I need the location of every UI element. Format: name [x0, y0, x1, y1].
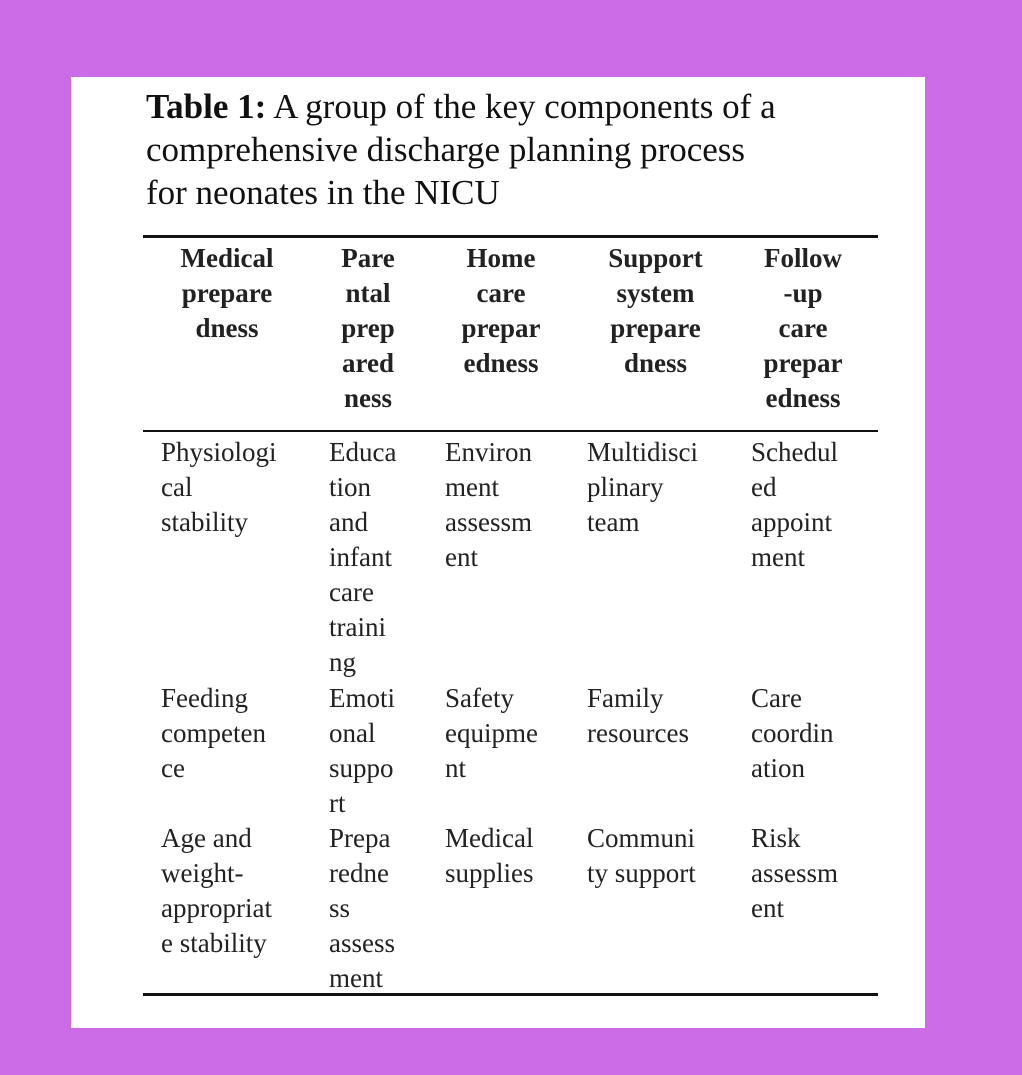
document-page — [71, 77, 925, 1028]
table-cell: Risk assessm ent — [751, 823, 838, 923]
table-caption — [146, 85, 886, 214]
header-home-care-preparedness: Home care prepar edness — [461, 243, 541, 378]
table-bottom-rule — [143, 993, 878, 996]
table-cell: Feeding competen ce — [161, 683, 266, 783]
table-cell: Prepa redne ss assess ment — [329, 823, 395, 993]
table-cell: Environ ment assessm ent — [445, 437, 532, 572]
table-cell: Communi ty support — [587, 823, 696, 888]
caption-text: A group of the key components of a comprehensive discharge planning process for neonates in the NICU — [146, 87, 776, 212]
table-top-rule — [143, 235, 878, 238]
table-cell: Educa tion and infant care traini ng — [329, 437, 397, 677]
table-cell: Care coordin ation — [751, 683, 834, 783]
table-cell: Schedul ed appoint ment — [751, 437, 838, 572]
table-cell: Safety equipme nt — [445, 683, 538, 783]
table-cell: Emoti onal suppo rt — [329, 683, 395, 818]
caption-label: Table 1: — [146, 87, 267, 126]
header-parental-preparedness: Pare ntal prep ared ness — [341, 243, 395, 413]
header-support-system-preparedness: Support system prepare dness — [608, 243, 703, 378]
table-cell: Family resources — [587, 683, 689, 748]
header-follow-up-care-preparedness: Follow -up care prepar edness — [763, 243, 843, 413]
table-cell: Age and weight- appropriat e stability — [161, 823, 272, 958]
table-cell: Multidisci plinary team — [587, 437, 699, 537]
header-medical-preparedness: Medical prepare dness — [180, 243, 274, 343]
table-header-rule — [143, 430, 878, 432]
table-cell: Medical supplies — [445, 823, 534, 888]
table-cell: Physiologi cal stability — [161, 437, 277, 537]
